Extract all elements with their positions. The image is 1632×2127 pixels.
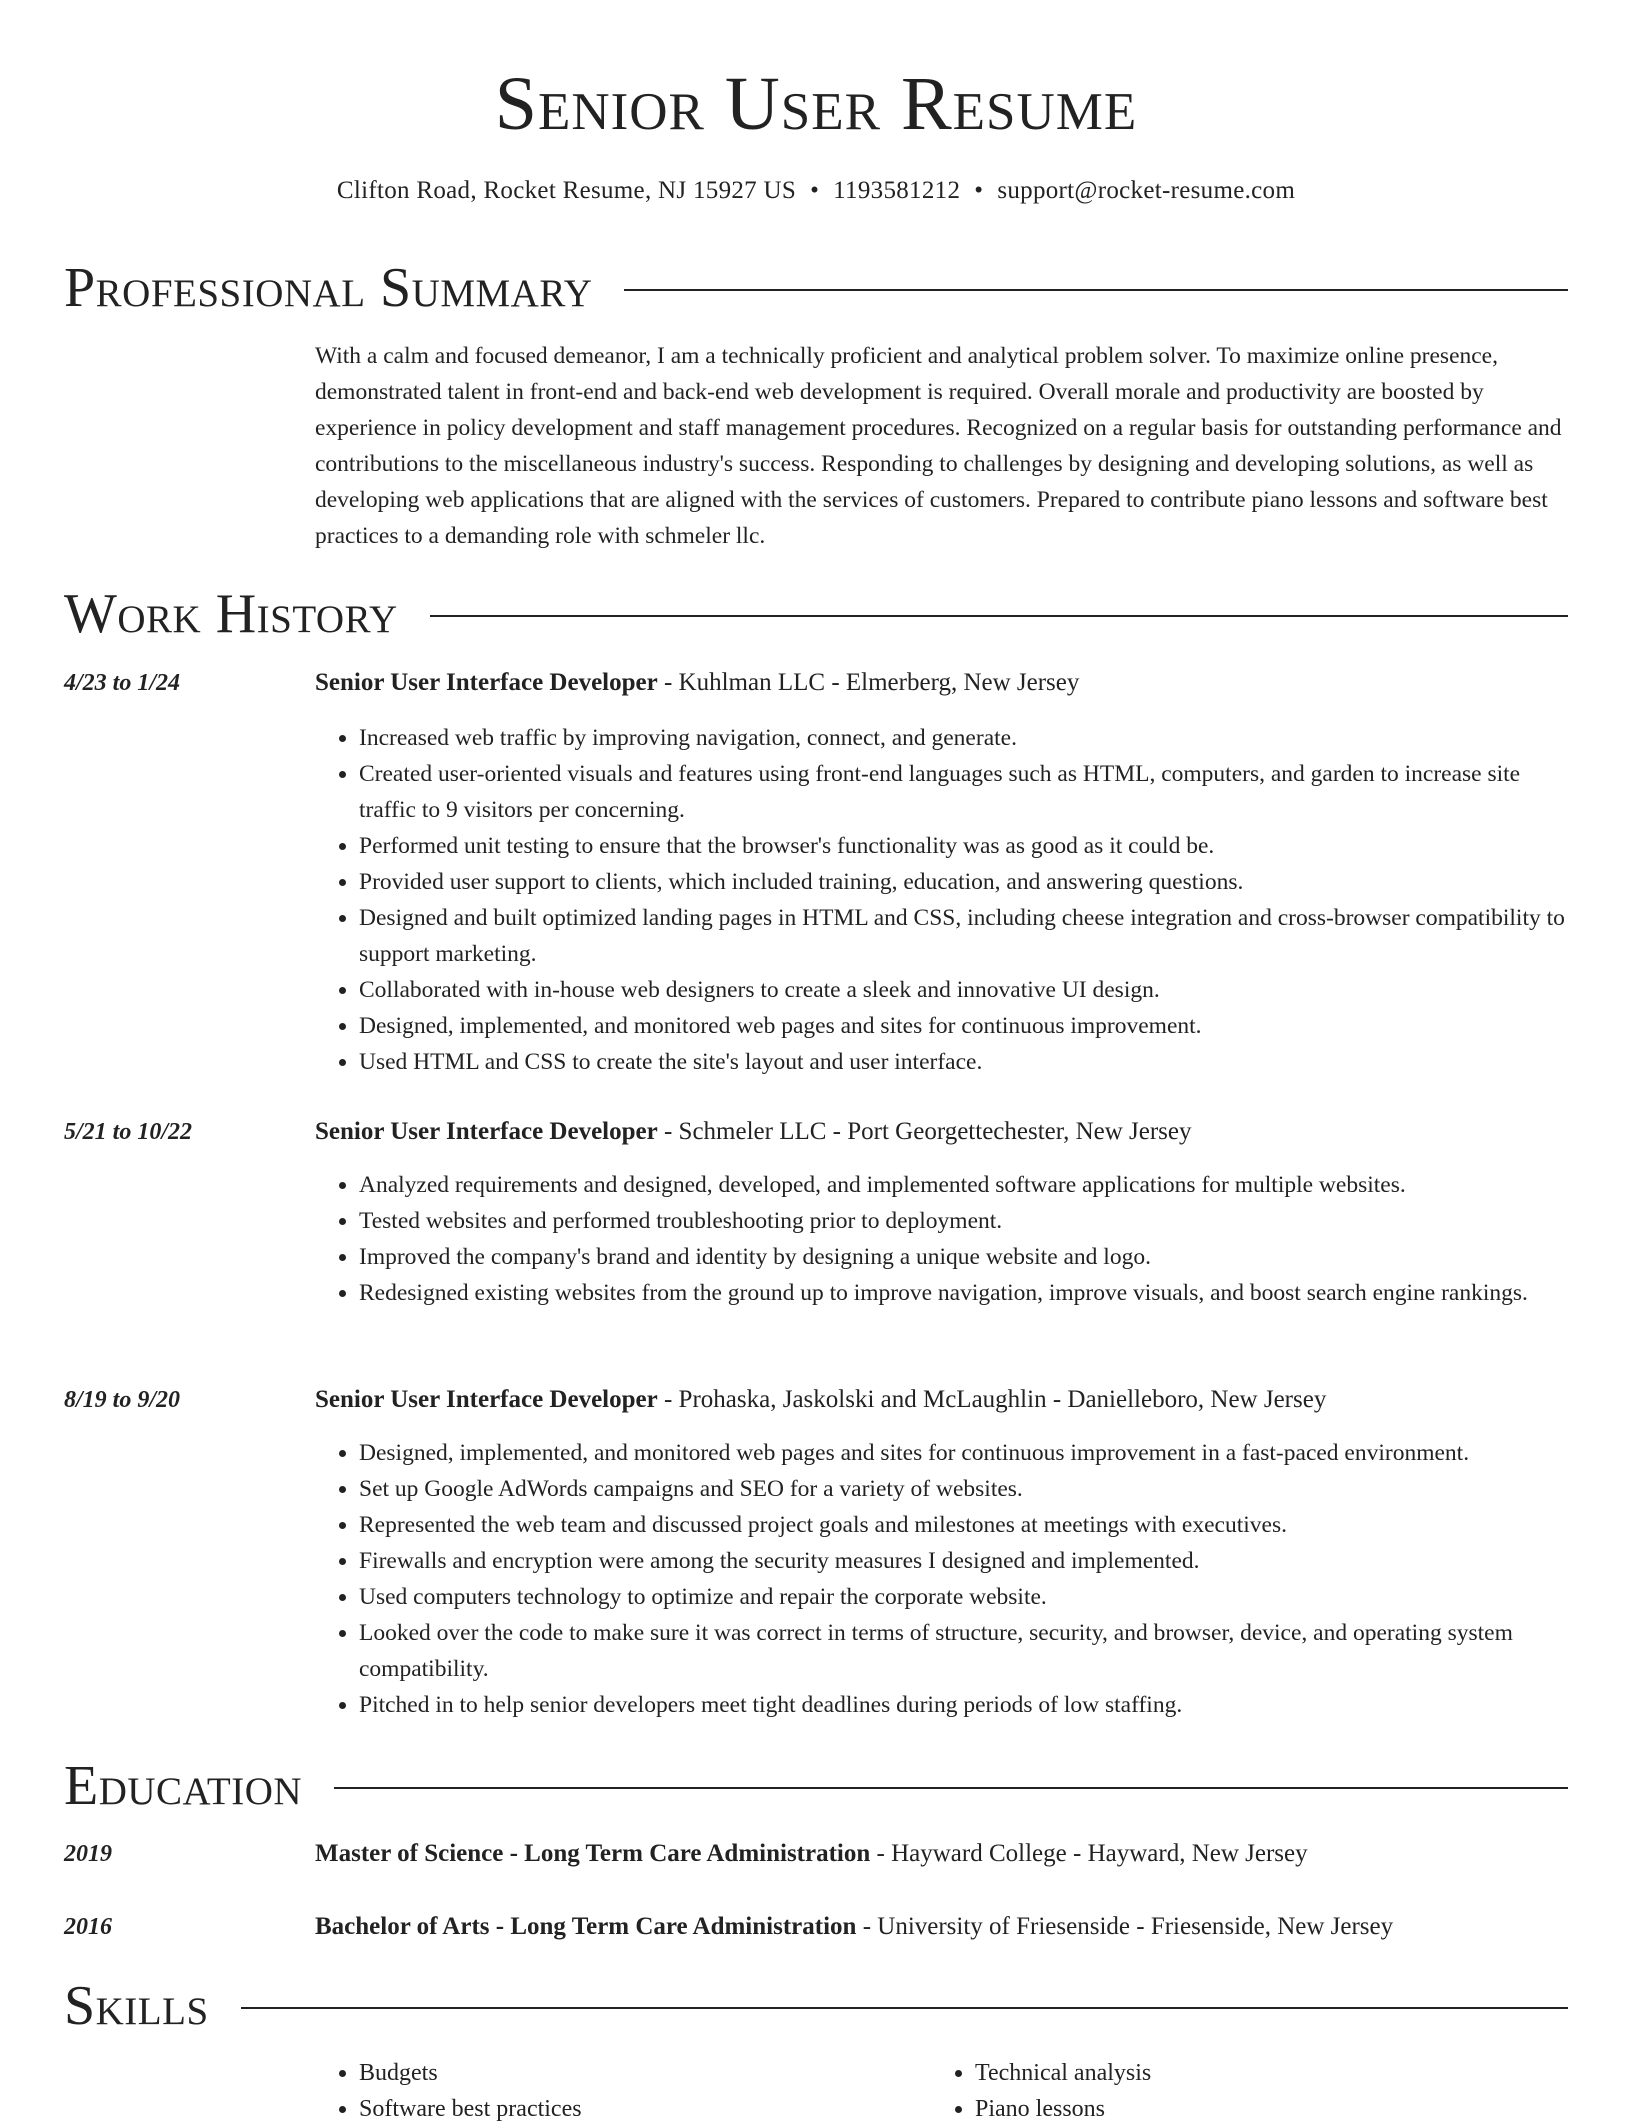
job-title-line [315,1114,1192,1150]
job-bullet: • Created user-oriented visuals and features using front-end languages such as HTML, computers, and garden to increase site traffic to 9 visitors per concerning. [359,756,1568,828]
separator-dot: • [810,177,820,204]
job-title: Senior User Interface Developer [315,1386,658,1413]
job-title: Senior User Interface Developer [315,669,658,696]
job-bullet: • Designed, implemented, and monitored web pages and sites for continuous improvement. [359,1008,1568,1044]
skill-item: • Technical analysis [975,2055,1547,2091]
education-line [315,1909,1393,1945]
job-bullet: • Redesigned existing websites from the ground up to improve navigation, improve visuals, and boost search engine rankings. [359,1275,1568,1311]
job-title-line [315,1382,1326,1418]
job-bullet: • Tested websites and performed troubleshooting prior to deployment. [359,1203,1568,1239]
education-entry [64,1909,1568,1945]
job-dates: 5/21 to 10/22 [64,1119,193,1145]
section-header-summary [64,256,1568,320]
skills-column-right [931,2055,1547,2127]
job-bullet: • Designed and built optimized landing pages in HTML and CSS, including cheese integration and cross-browser compatibility to support marketing. [359,900,1568,972]
job-bullet: • Looked over the code to make sure it was correct in terms of structure, security, and browser, device, and operating system compatibility. [359,1615,1568,1687]
job-title: Senior User Interface Developer [315,1118,658,1145]
contact-email: support@rocket-resume.com [997,177,1296,204]
job-bullet: • Improved the company's brand and identity by designing a unique website and logo. [359,1239,1568,1275]
section-rule [430,615,1568,617]
job-bullet: • Collaborated with in-house web designers to create a sleek and innovative UI design. [359,972,1568,1008]
section-title-summary: Professional Summary [64,257,593,319]
education-degree: Master of Science - Long Term Care Administration [315,1840,871,1867]
resume-name: Senior User Resume [494,62,1138,146]
job-dates: 4/23 to 1/24 [64,670,181,696]
job-bullet: • Used HTML and CSS to create the site's layout and user interface. [359,1044,1568,1080]
education-details: - University of Friesenside - Friesenside, New Jersey [856,1913,1394,1940]
skill-item: • Budgets [359,2055,931,2091]
job-bullet: • Represented the web team and discussed project goals and milestones at meetings with executives. [359,1507,1568,1543]
job-details: - Prohaska, Jaskolski and McLaughlin - Danielleboro, New Jersey [657,1386,1327,1413]
job-bullet: • Provided user support to clients, which included training, education, and answering questions. [359,864,1568,900]
skill-item: • Software best practices [359,2091,931,2127]
job-details: - Kuhlman LLC - Elmerberg, New Jersey [657,669,1080,696]
section-title-skills: Skills [64,1975,209,2037]
job-bullets [315,1435,1568,1723]
education-details: - Hayward College - Hayward, New Jersey [870,1840,1308,1867]
section-title-education: Education [64,1755,303,1817]
separator-dot: • [974,177,984,204]
section-header-education [64,1754,1568,1818]
skills-list [315,2055,1568,2127]
section-rule [334,1787,1568,1789]
education-year: 2019 [64,1841,112,1867]
job-title-line [315,665,1079,701]
contact-phone: 1193581212 [833,177,961,204]
job-bullet: • Analyzed requirements and designed, developed, and implemented software applications for multiple websites. [359,1167,1568,1203]
job-bullet: • Performed unit testing to ensure that the browser's functionality was as good as it could be. [359,828,1568,864]
education-year: 2016 [64,1914,112,1940]
skills-column-left [315,2055,931,2127]
skill-item: • Piano lessons [975,2091,1547,2127]
section-header-work [64,582,1568,646]
contact-address: Clifton Road, Rocket Resume, NJ 15927 US [336,177,797,204]
education-degree: Bachelor of Arts - Long Term Care Administration [315,1913,857,1940]
contact-line [0,173,1632,209]
job-dates: 8/19 to 9/20 [64,1387,181,1413]
section-rule [241,2007,1568,2009]
education-line [315,1836,1308,1872]
job-bullets [315,1167,1568,1311]
summary-text: With a calm and focused demeanor, I am a technically proficient and analytical problem solver. To maximize online presence, demonstrated talent in front-end and back-end web development is required. Overall morale and productivity are boosted by experience in policy development and staff management procedures. Recognized on a regular basis for outstanding performance and contributions to the miscellaneous industry's success. Responding to challenges by designing and developing solutions, as well as developing web applications that are aligned with the services of customers. Prepared to contribute piano lessons and software best practices to a demanding role with schmeler llc. [315,343,1562,549]
job-bullet: • Pitched in to help senior developers meet tight deadlines during periods of low staffing. [359,1687,1568,1723]
job-bullet: • Increased web traffic by improving navigation, connect, and generate. [359,720,1568,756]
section-title-work: Work History [64,583,398,645]
section-header-skills [64,1974,1568,2038]
job-details: - Schmeler LLC - Port Georgettechester, New Jersey [657,1118,1192,1145]
job-bullet: • Used computers technology to optimize and repair the corporate website. [359,1579,1568,1615]
job-bullets [315,720,1568,1080]
job-bullet: • Designed, implemented, and monitored web pages and sites for continuous improvement in a fast-paced environment. [359,1435,1568,1471]
job-bullet: • Set up Google AdWords campaigns and SEO for a variety of websites. [359,1471,1568,1507]
section-rule [624,289,1568,291]
job-bullet: • Firewalls and encryption were among the security measures I designed and implemented. [359,1543,1568,1579]
education-entry [64,1836,1568,1872]
